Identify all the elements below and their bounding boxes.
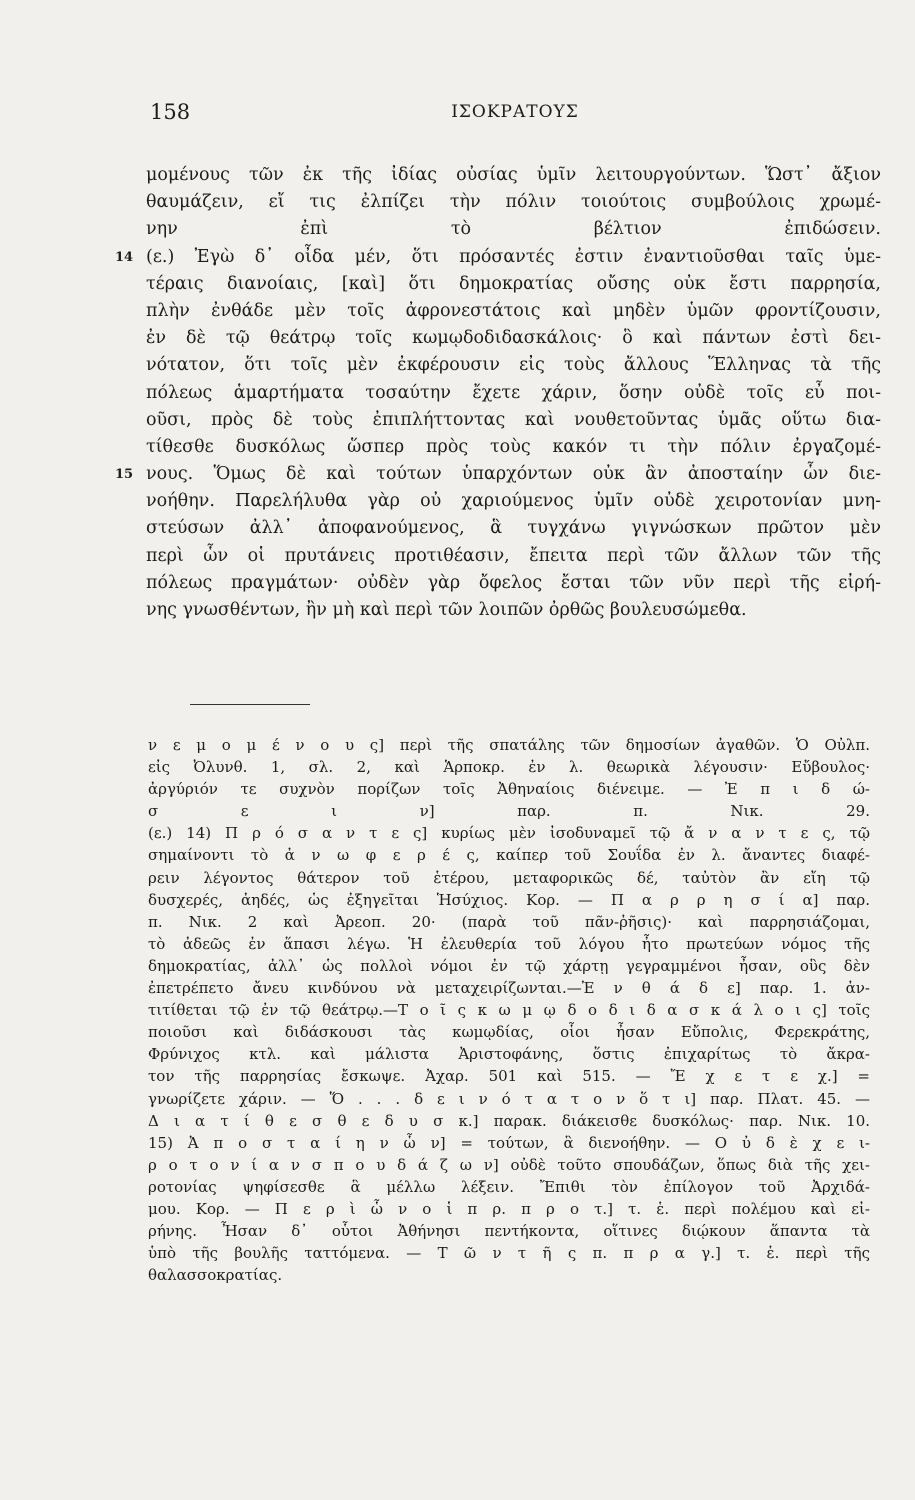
main-text xyxy=(115,162,881,624)
note-line: 15) Ἀ π ο σ τ α ί η ν ὧ ν] = τούτων, ἃ διενοήθην. — Ο ὐ δ ὲ χ ε ι- xyxy=(148,1133,870,1152)
text-line-content: (ε.) Ἐγὼ δ᾽ οἶδα μέν, ὅτι πρόσαντές ἐστιν ἐναντιοῦσθαι ταῖς ὑμε- xyxy=(146,246,881,267)
note-line: ροτονίας ψηφίσεσθε ἃ μέλλω λέξειν. Ἔπιθι τὸν ἐπίλογον τοῦ Ἀρχιδά- xyxy=(148,1177,870,1196)
note-line: ὑπὸ τῆς βουλῆς ταττόμενα. — Τ ῶ ν τ ῆ ς π. π ρ α γ.] τ. ἑ. περὶ τῆς xyxy=(148,1244,870,1263)
text-line xyxy=(115,461,881,488)
text-line xyxy=(146,570,881,597)
note-line: σημαίνοντι τὸ ἀ ν ω φ ε ρ έ ς, καίπερ τοῦ Σουΐδα ἐν λ. ἄναντες διαφέ- xyxy=(148,846,870,865)
text-line xyxy=(146,189,881,216)
commentary-notes xyxy=(148,734,870,1286)
text-line-content: νους. Ὅμως δὲ καὶ τούτων ὑπαρχόντων οὐκ ἂν ἀποσταίην ὧν διε- xyxy=(146,464,881,485)
text-line xyxy=(146,380,881,407)
text-line xyxy=(146,597,881,624)
section-number: 14 xyxy=(115,249,134,265)
footnote-separator xyxy=(190,704,310,705)
note-line: δυσχερές, ἀηδές, ὡς ἐξηγεῖται Ἡσύχιος. Κορ. — Π α ρ ρ η σ ί α] παρ. xyxy=(148,890,870,909)
text-line-content: περὶ ὧν οἱ πρυτάνεις προτιθέασιν, ἔπειτα περὶ τῶν ἄλλων τῶν τῆς xyxy=(146,545,881,566)
text-line-content: νην ἐπὶ τὸ βέλτιον ἐπιδώσειν. xyxy=(146,219,881,240)
text-line-content: τίθεσθε δυσκόλως ὥσπερ πρὸς τοὺς κακόν τι τὴν πόλιν ἐργαζομέ- xyxy=(146,436,881,457)
text-line xyxy=(146,543,881,570)
text-line-content: πόλεως ἁμαρτήματα τοσαύτην ἔχετε χάριν, ὅσην οὐδὲ τοῖς εὖ ποι- xyxy=(146,382,881,403)
note-line: τον τῆς παρρησίας ἔσκωψε. Ἀχαρ. 501 καὶ 515. — Ἔ χ ε τ ε χ.] = xyxy=(148,1067,870,1086)
text-line xyxy=(115,244,881,271)
text-line-content: μομένους τῶν ἐκ τῆς ἰδίας οὐσίας ὑμῖν λειτουργούντων. Ὥστ᾽ ἄξιον xyxy=(146,165,881,185)
section-number: 15 xyxy=(115,467,134,483)
text-line xyxy=(146,434,881,461)
text-line xyxy=(146,488,881,515)
note-line: ἀργύριόν τε συχνὸν πορίζων τοῖς Ἀθηναίοις διένειμε. — Ἐ π ι δ ώ- xyxy=(148,780,870,799)
note-line: Φρύνιχος κτλ. καὶ μάλιστα Ἀριστοφάνης, ὅστις ἐπιχαρίτως τὸ ἄκρα- xyxy=(148,1045,870,1064)
note-line: Δ ι α τ ί θ ε σ θ ε δ υ σ κ.] παρακ. διάκεισθε δυσκόλως· παρ. Νικ. 10. xyxy=(148,1111,870,1130)
text-line-content: νης γνωσθέντων, ἢν μὴ καὶ περὶ τῶν λοιπῶν ὀρθῶς βουλευσώμεθα. xyxy=(146,600,747,620)
text-line-content: στεύσων ἀλλ᾽ ἀποφανούμενος, ἃ τυγχάνω γιγνώσκων πρῶτον μὲν xyxy=(146,518,881,539)
note-line: ρειν λέγοντος θάτερον τοῦ ἑτέρου, μεταφορικῶς δέ, ταὐτὸν ἂν εἴη τῷ xyxy=(148,868,870,887)
text-line xyxy=(146,515,881,542)
text-line xyxy=(146,216,881,243)
page-number: 158 xyxy=(150,100,191,124)
note-line: σ ε ι ν] παρ. π. Νικ. 29. xyxy=(148,802,870,821)
note-line: (ε.) 14) Π ρ ό σ α ν τ ε ς] κυρίως μὲν ἰσοδυναμεῖ τῷ ἄ ν α ν τ ε ς, τῷ xyxy=(148,824,870,843)
text-line xyxy=(146,271,881,298)
note-line: ν ε μ ο μ έ ν ο υ ς] περὶ τῆς σπατάλης τῶν δημοσίων ἀγαθῶν. Ὁ Οὐλπ. xyxy=(148,736,870,754)
running-title: ΙΣΟΚΡΑΤΟΥΣ xyxy=(451,102,579,122)
text-line xyxy=(146,407,881,434)
text-line-content: νότατον, ὅτι τοῖς μὲν ἐκφέρουσιν εἰς τοὺς ἄλλους Ἕλληνας τὰ τῆς xyxy=(146,355,881,376)
note-line: τιτίθεται τῷ ἐν τῷ θεάτρῳ.—Τ ο ῖ ς κ ω μ ῳ δ ο δ ι δ α σ κ ά λ ο ι ς] τοῖς xyxy=(148,1001,870,1020)
text-line xyxy=(146,352,881,379)
text-line-content: νοήθην. Παρελήλυθα γὰρ οὐ χαριούμενος ὑμῖν οὐδὲ χειροτονίαν μνη- xyxy=(146,491,881,512)
text-line-content: τέραις διανοίαις, [καὶ] ὅτι δημοκρατίας οὔσης οὐκ ἔστι παρρησία, xyxy=(146,273,881,294)
note-line: ρ ο τ ο ν ί α ν σ π ο υ δ ά ζ ω ν] οὐδὲ τοῦτο σπουδάζων, ὅπως διὰ τῆς χει- xyxy=(148,1155,870,1174)
note-line: τὸ ἀδεῶς ἐν ἅπασι λέγω. Ἡ ἐλευθερία τοῦ λόγου ἦτο πρωτεύων νόμος τῆς xyxy=(148,934,870,953)
note-line: ἐπετρέπετο ἄνευ κινδύνου νὰ μεταχειρίζωνται.—Ἐ ν θ ά δ ε] παρ. 1. ἀν- xyxy=(148,979,870,998)
note-line: θαλασσοκρατίας. xyxy=(148,1266,283,1285)
note-line: π. Νικ. 2 καὶ Ἀρεοπ. 20· (παρὰ τοῦ πᾶν-ῥῆσις)· καὶ παρρησιάζομαι, xyxy=(148,912,870,931)
text-line xyxy=(146,325,881,352)
text-line-content: θαυμάζειν, εἴ τις ἐλπίζει τὴν πόλιν τοιούτοις συμβούλοις χρωμέ- xyxy=(146,192,881,213)
text-line xyxy=(146,162,881,189)
text-line-content: πόλεως πραγμάτων· οὐδὲν γὰρ ὄφελος ἔσται τῶν νῦν περὶ τῆς εἰρή- xyxy=(146,572,881,593)
note-line: γνωρίζετε χάριν. — Ὅ . . . δ ε ι ν ό τ α τ ο ν ὅ τ ι] παρ. Πλατ. 45. — xyxy=(148,1089,870,1108)
text-line-content: πλὴν ἐνθάδε μὲν τοῖς ἀφρονεστάτοις καὶ μηδὲν ὑμῶν φροντίζουσιν, xyxy=(146,300,881,321)
text-line-content: ἐν δὲ τῷ θεάτρῳ τοῖς κωμῳδοδιδασκάλοις· ὃ καὶ πάντων ἐστὶ δει- xyxy=(146,328,881,349)
text-line-content: οῦσι, πρὸς δὲ τοὺς ἐπιπλήττοντας καὶ νουθετοῦντας ὑμᾶς οὕτω δια- xyxy=(146,409,881,430)
note-line: δημοκρατίας, ἀλλ᾽ ὡς πολλοὶ νόμοι ἐν τῷ χάρτῃ γεγραμμένοι ἦσαν, οὓς δὲν xyxy=(148,956,870,975)
note-line: ποιοῦσι καὶ διδάσκουσι τὰς κωμῳδίας, οἷοι ἦσαν Εὔπολις, Φερεκράτης, xyxy=(148,1023,870,1042)
page-header xyxy=(150,100,880,130)
note-line: εἰς Ὀλυνθ. 1, σλ. 2, καὶ Ἁρποκρ. ἐν λ. θεωρικὰ λέγουσιν· Εὔβουλος· xyxy=(148,758,870,777)
text-line xyxy=(146,298,881,325)
note-line: μου. Κορ. — Π ε ρ ὶ ὧ ν ο ἱ π ρ. π ρ ο τ.] τ. ἑ. περὶ πολέμου καὶ εἰ- xyxy=(148,1199,870,1218)
note-line: ρήνης. Ἦσαν δ᾽ οὗτοι Ἀθήνησι πεντήκοντα, οἵτινες διῴκουν ἅπαντα τὰ xyxy=(148,1222,870,1241)
